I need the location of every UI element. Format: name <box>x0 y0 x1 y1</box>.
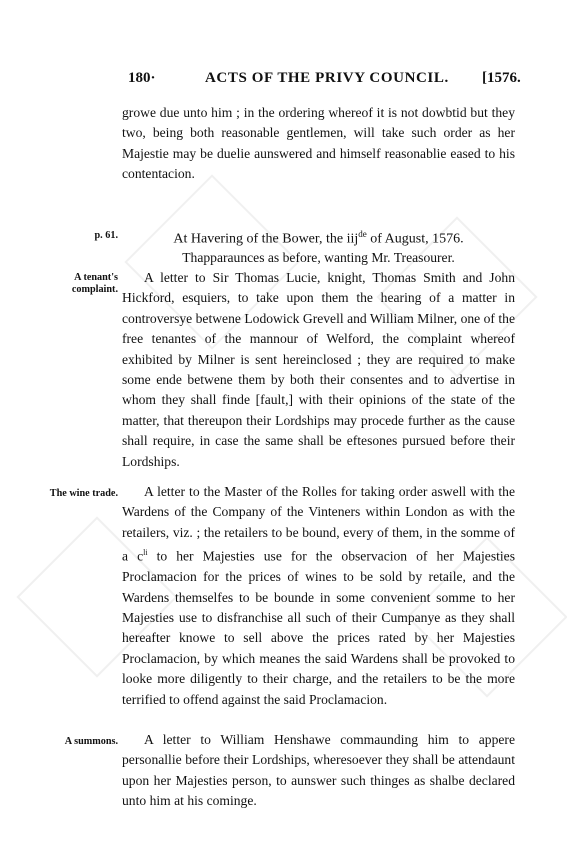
page-number: 180· <box>128 70 156 86</box>
paragraph-tenant-letter: A letter to Sir Thomas Lucie, knight, Thomas Smith and John Hickford, esquiers, to take upon them the hearing of a matter in controversye betwene Lodowick Grevell and William Milner, one of the free tenantes of the mannour of Welford, the complaint whereof exhibited by Milner is sent hereinclosed ; they are required to make some ende betwene them by both their consentes and to advertise in whom they shall finde [fault,] with their opinions of the state of the matter, that thereupon their Lordships may procede further as the cause shall require, in case the same shall be eftesones pursued before their Lordships. <box>122 270 515 469</box>
paragraph-wine-letter <box>122 482 515 710</box>
running-year: [1576. <box>482 70 521 86</box>
heading-tail: of August, 1576. <box>366 231 464 247</box>
wine-superscript: li <box>143 548 148 558</box>
running-title: ACTS OF THE PRIVY COUNCIL. <box>205 70 449 86</box>
heading-superscript: de <box>358 229 367 239</box>
heading-text: At Havering of the Bower, the iij <box>173 231 359 247</box>
paragraph-continuation: growe due unto him ; in the ordering whereof it is not dowbtid but they two, being both reasonable gentlemen, will take such order as her Majestie may be duelie aunswered and himself reasonablie eased to his contentacion. <box>122 105 515 182</box>
paragraph-summons-letter: A letter to William Henshawe commaunding him to appere personallie before their Lordships, wheresoever they shall be attendaunt upon her Majesties person, to aunswer such thinges as shalbe declared unto him at his cominge. <box>122 732 515 809</box>
meeting-heading <box>122 224 515 250</box>
margin-wine-trade: The wine trade. <box>49 488 118 499</box>
margin-page-ref: p. 61. <box>94 230 118 241</box>
margin-summons: A summons. <box>64 736 118 747</box>
attendance-line: Thapparaunces as before, wanting Mr. Treasourer. <box>182 250 455 265</box>
running-head <box>0 70 567 94</box>
wine-text-a: A letter to the Master of the Rolles for taking order aswell with the Wardens of the Company of the Vinteners within London as with the retailers, viz. ; the retailers to be bound, every of them, in the somme of a c <box>122 484 515 564</box>
margin-tenant-complaint: A tenant's complaint. <box>71 272 118 295</box>
wine-text-b: to her Majesties use for the observacion of her Majesties Proclamacion for the prices of wines to be sold by retaile, and the Wardens themselfes to be bounde in some convenient somme to her Majesties use to disfranchise all such of their Cumpanye as they shall hereafter knowe to sell above the prices rated by her Majesties Proclamacion, by which meanes the said Wardens shall be provoked to looke more diligently to their charge, and the retailers to be the more terrified to offend against the said Proclamacion. <box>122 548 515 707</box>
